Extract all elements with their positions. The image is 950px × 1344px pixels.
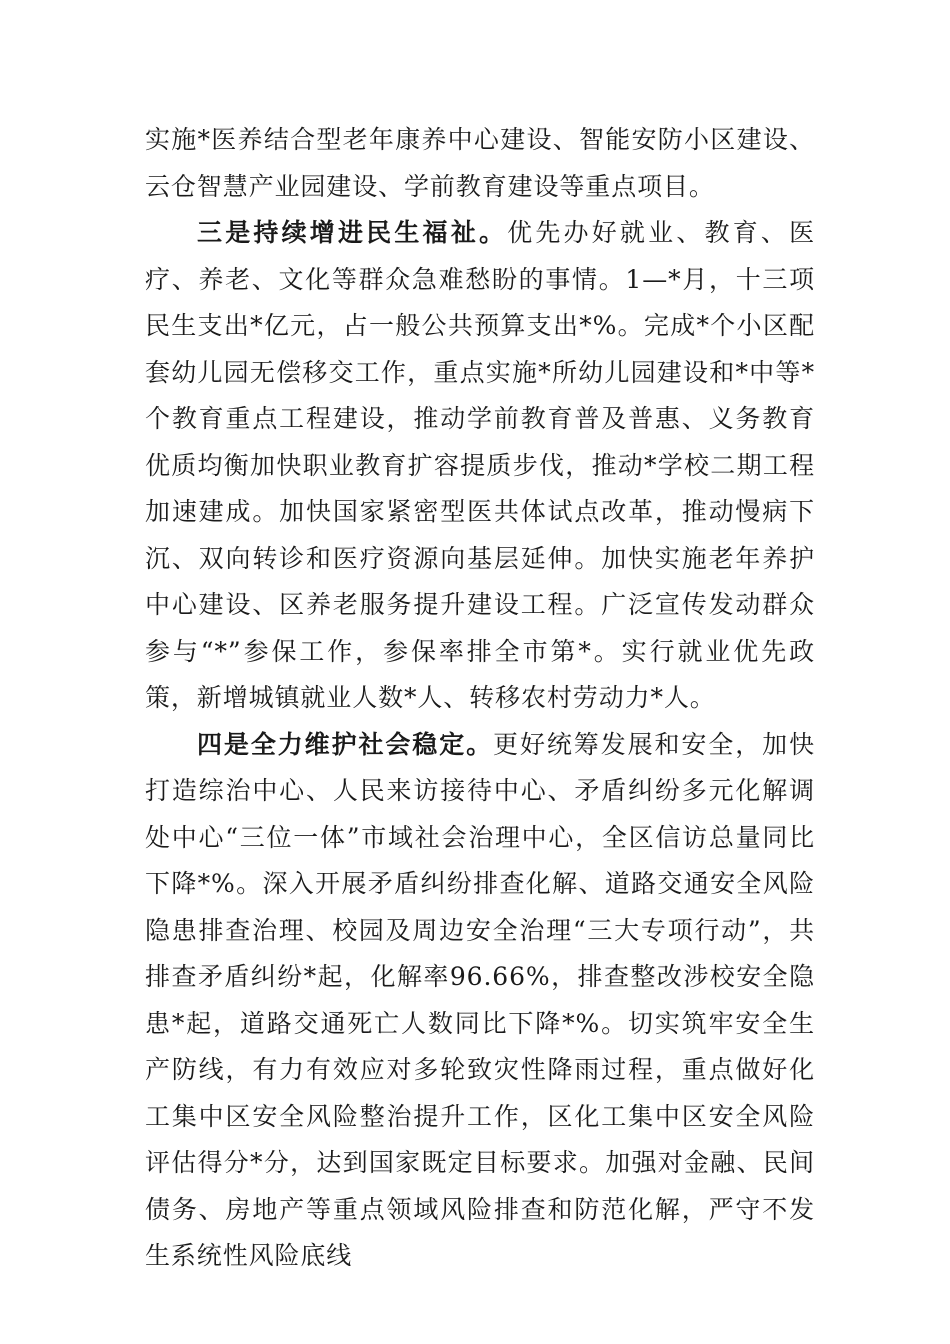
- paragraph-stability: [145, 722, 815, 1280]
- paragraph-lead-heading: 三是持续增进民生福祉。: [197, 218, 508, 247]
- paragraph-text: 实施*医养结合型老年康养中心建设、智能安防小区建设、云仓智慧产业园建设、学前教育建设等重点项目。: [145, 125, 815, 201]
- paragraph-lead-heading: 四是全力维护社会稳定。: [197, 729, 494, 759]
- document-body: [145, 117, 815, 1280]
- paragraph-continuation: [145, 117, 815, 210]
- paragraph-text: 优先办好就业、教育、医疗、养老、文化等群众急难愁盼的事情。1—*月，十三项民生支出*亿元，占一般公共预算支出*%。完成*个小区配套幼儿园无偿移交工作，重点实施*所幼儿园建设和*中等*个教育重点工程建设，推动学前教育普及普惠、义务教育优质均衡加快职业教育扩容提质步伐，推动*学校二期工程加速建成。加快国家紧密型医共体试点改革，推动慢病下沉、双向转诊和医疗资源向基层延伸。加快实施老年养护中心建设、区养老服务提升建设工程。广泛宣传发动群众参与“*”参保工作，参保率排全市第*。实行就业优先政策，新增城镇就业人数*人、转移农村劳动力*人。: [145, 218, 816, 712]
- paragraph-livelihood: [145, 210, 815, 722]
- paragraph-text: 更好统筹发展和安全，加快打造综治中心、人民来访接待中心、矛盾纠纷多元化解调处中心“三位一体”市域社会治理中心，全区信访总量同比下降*%。深入开展矛盾纠纷排查化解、道路交通安全风险隐患排查治理、校园及周边安全治理“三大专项行动”，共排查矛盾纠纷*起，化解率96.66%，排查整改涉校安全隐患*起，道路交通死亡人数同比下降*%。切实筑牢安全生产防线，有力有效应对多轮致灾性降雨过程，重点做好化工集中区安全风险整治提升工作，区化工集中区安全风险评估得分*分，达到国家既定目标要求。加强对金融、民间债务、房地产等重点领域风险排查和防范化解，严守不发生系统性风险底线: [145, 729, 815, 1270]
